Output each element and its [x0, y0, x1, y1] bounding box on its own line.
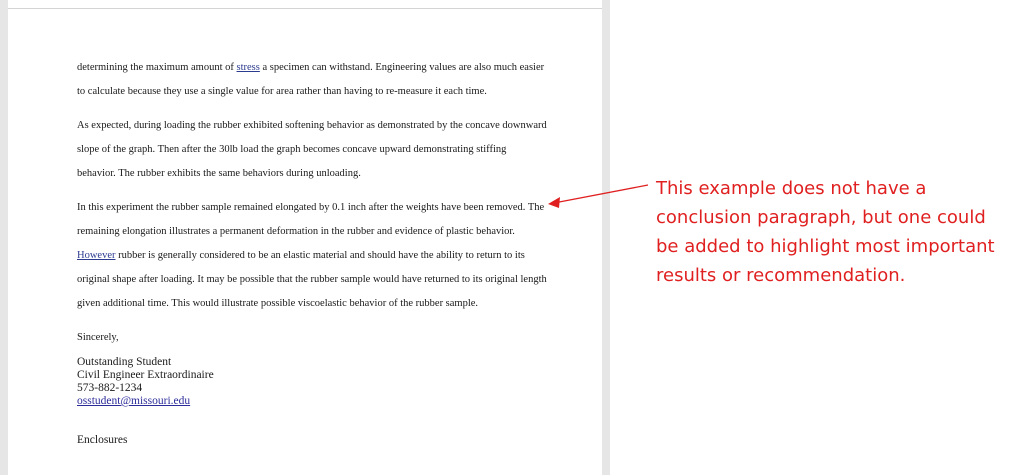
- left-gutter: [0, 0, 8, 475]
- annotation-arrow: [540, 176, 660, 216]
- paragraph-2: [77, 114, 547, 186]
- paragraph-3-text-a: In this experiment the rubber sample remained elongated by 0.1 inch after the weights have been removed. The remaining elongation illustrates a permanent deformation in the rubber and evidence of plastic behavior.: [77, 202, 545, 237]
- signature-block: [77, 356, 214, 408]
- paragraph-3-text-b: rubber is generally considered to be an elastic material and should have the ability to return to its original shape after loading. It may be possible that the rubber sample would have returned to its original length given additional time. This would illustrate possible viscoelastic behavior of the rubber sample.: [77, 250, 547, 309]
- paragraph-1-text-a: determining the maximum amount of: [77, 62, 237, 73]
- signature-name: Outstanding Student: [77, 356, 172, 368]
- paragraph-1: [77, 56, 547, 104]
- paragraph-3: [77, 196, 547, 316]
- annotation-callout: This example does not have a conclusion paragraph, but one could be added to highlight most important results or recommendation.: [656, 178, 995, 286]
- right-gutter: [602, 0, 610, 475]
- closing-line: Sincerely,: [77, 332, 119, 343]
- paragraph-1-text-b: a specimen can withstand. Engineering values are also much easier to calculate because they use a single value for area rather than having to re-measure it each time.: [77, 62, 545, 97]
- document-body: [77, 56, 547, 360]
- signature-title: Civil Engineer Extraordinaire: [77, 369, 214, 381]
- signature-email-link[interactable]: osstudent@missouri.edu: [77, 395, 191, 407]
- however-link[interactable]: However: [77, 250, 116, 261]
- enclosures-label: Enclosures: [77, 434, 128, 446]
- signature-phone: 573-882-1234: [77, 382, 143, 394]
- stress-link[interactable]: stress: [236, 62, 260, 73]
- paragraph-2-text: As expected, during loading the rubber exhibited softening behavior as demonstrated by the concave downward slope of the graph. Then after the 30lb load the graph becomes concave upward demonstrating stiffing behavior. The rubber exhibits the same behaviors during unloading.: [77, 120, 547, 179]
